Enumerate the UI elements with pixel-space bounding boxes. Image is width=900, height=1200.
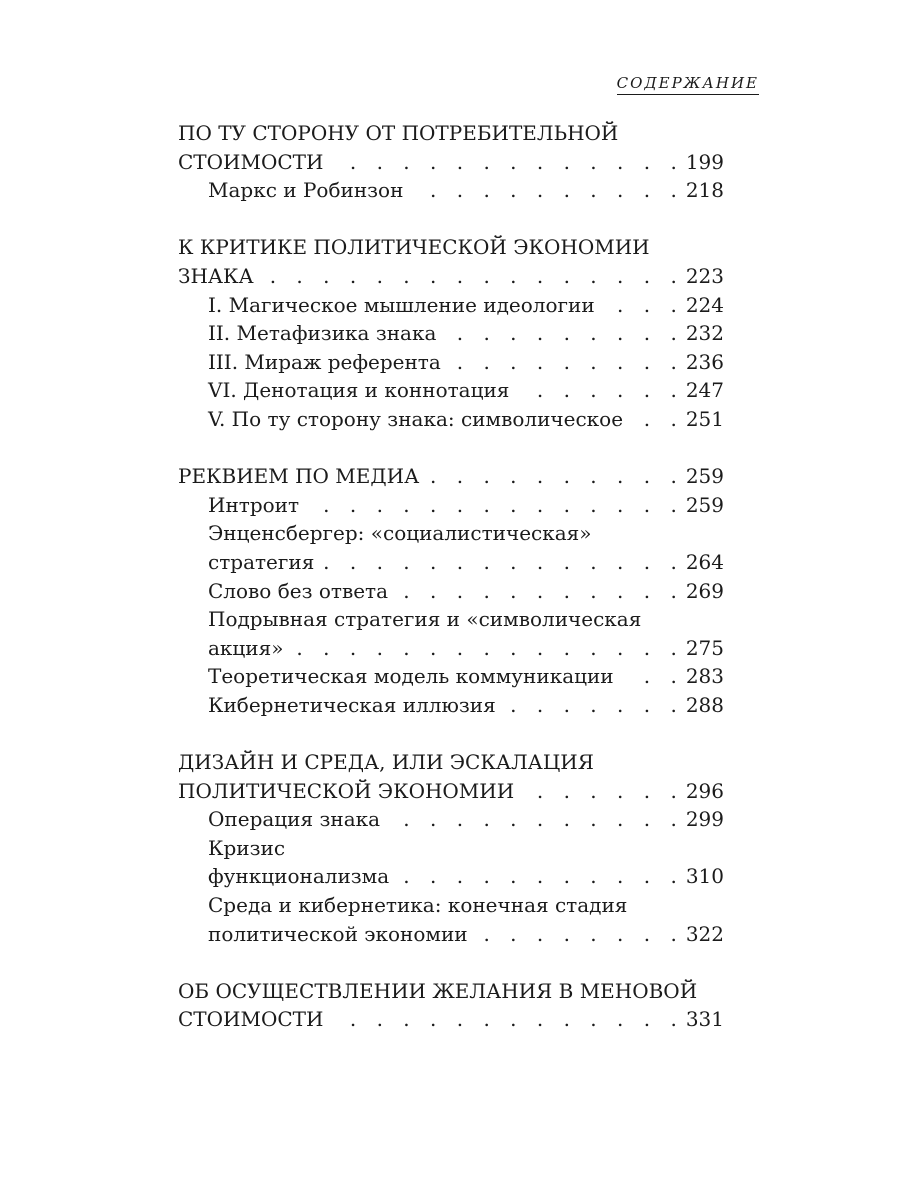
dot-leader <box>506 691 684 720</box>
toc-section <box>178 462 724 719</box>
running-header: СОДЕРЖАНИЕ <box>617 74 759 95</box>
toc-subentry-title-line <box>178 519 724 548</box>
toc-section <box>178 748 724 948</box>
page-number: 259 <box>685 464 724 489</box>
section-title-line <box>178 977 724 1006</box>
toc-subentry[interactable] <box>178 405 724 434</box>
toc-section <box>178 233 724 433</box>
page-number: 223 <box>685 263 724 288</box>
page-number: 283 <box>685 664 724 689</box>
page-number: 251 <box>685 406 724 431</box>
dot-leader <box>524 777 684 806</box>
dot-leader <box>446 319 683 348</box>
subentry-title: Маркс и Робинзон <box>208 178 404 203</box>
page-number: 236 <box>685 349 724 374</box>
toc-subentry[interactable] <box>178 662 724 691</box>
dot-leader <box>333 1005 683 1034</box>
dot-leader <box>624 662 684 691</box>
section-title: ОБ ОСУЩЕСТВЛЕНИИ ЖЕЛАНИЯ В МЕНОВОЙ <box>178 978 698 1003</box>
subentry-title: политической экономии <box>208 921 468 946</box>
dot-leader <box>399 862 684 891</box>
toc-section <box>178 119 724 205</box>
page-number: 322 <box>685 921 724 946</box>
subentry-title: Энценсбергер: «социалистическая» <box>208 521 592 546</box>
toc-subentry[interactable] <box>178 920 724 949</box>
page-number: 310 <box>685 864 724 889</box>
subentry-title: Кибернетическая иллюзия <box>208 692 496 717</box>
toc-subentry[interactable] <box>178 805 724 834</box>
toc-subentry[interactable] <box>178 862 724 891</box>
dot-leader <box>429 462 684 491</box>
toc-subentry[interactable] <box>178 291 724 320</box>
dot-leader <box>264 262 684 291</box>
dot-leader <box>309 491 684 520</box>
subentry-title: III. Мираж референта <box>208 349 441 374</box>
toc-entry[interactable] <box>178 777 724 806</box>
page-number: 264 <box>685 549 724 574</box>
subentry-title: Слово без ответа <box>208 578 389 603</box>
toc-subentry-title-line <box>178 834 724 863</box>
toc-subentry[interactable] <box>178 176 724 205</box>
dot-leader <box>633 405 684 434</box>
section-title: ДИЗАЙН И СРЕДА, ИЛИ ЭСКАЛАЦИЯ <box>178 750 594 775</box>
toc-subentry[interactable] <box>178 319 724 348</box>
dot-leader <box>324 548 683 577</box>
toc-subentry-title-line <box>178 891 724 920</box>
section-title: ПОЛИТИЧЕСКОЙ ЭКОНОМИИ <box>178 778 515 803</box>
subentry-title: I. Магическое мышление идеологии <box>208 292 595 317</box>
section-title: РЕКВИЕМ ПО МЕДИА <box>178 464 420 489</box>
toc-subentry[interactable] <box>178 548 724 577</box>
subentry-title: Подрывная стратегия и «символическая <box>208 607 642 632</box>
toc-subentry[interactable] <box>178 376 724 405</box>
subentry-title: функционализма <box>208 864 390 889</box>
section-title: ПО ТУ СТОРОНУ ОТ ПОТРЕБИТЕЛЬНОЙ <box>178 121 619 145</box>
page-number: 199 <box>685 149 724 174</box>
section-title: К КРИТИКЕ ПОЛИТИЧЕСКОЙ ЭКОНОМИИ <box>178 235 650 260</box>
toc-subentry[interactable] <box>178 691 724 720</box>
toc-entry[interactable] <box>178 1005 724 1034</box>
dot-leader <box>333 148 683 177</box>
dot-leader <box>293 634 683 663</box>
page-number: 247 <box>685 378 724 403</box>
page-number: 296 <box>685 778 724 803</box>
dot-leader <box>478 920 684 949</box>
toc-subentry[interactable] <box>178 491 724 520</box>
section-title: ЗНАКА <box>178 263 254 288</box>
toc-entry[interactable] <box>178 462 724 491</box>
page-number: 331 <box>685 1007 724 1032</box>
subentry-title: Операция знака <box>208 807 381 832</box>
section-title-line <box>178 119 724 148</box>
page-number: 259 <box>685 492 724 517</box>
toc-subentry[interactable] <box>178 577 724 606</box>
table-of-contents <box>178 119 724 1063</box>
toc-subentry[interactable] <box>178 348 724 377</box>
section-title: СТОИМОСТИ <box>178 1007 324 1032</box>
section-title-line <box>178 748 724 777</box>
dot-leader <box>413 176 683 205</box>
toc-subentry[interactable] <box>178 634 724 663</box>
page-number: 224 <box>685 292 724 317</box>
subentry-title: Среда и кибернетика: конечная стадия <box>208 893 628 918</box>
toc-entry[interactable] <box>178 262 724 291</box>
page-number: 288 <box>685 692 724 717</box>
subentry-title: V. По ту сторону знака: символическое <box>208 406 624 431</box>
subentry-title: стратегия <box>208 549 315 574</box>
toc-section <box>178 977 724 1034</box>
dot-leader <box>398 577 684 606</box>
subentry-title: VI. Денотация и коннотация <box>208 378 510 403</box>
toc-subentry-title-line <box>178 605 724 634</box>
subentry-title: акция» <box>208 635 284 660</box>
dot-leader <box>451 348 684 377</box>
toc-entry[interactable] <box>178 148 724 177</box>
section-title-line <box>178 233 724 262</box>
dot-leader <box>390 805 684 834</box>
subentry-title: II. Метафизика знака <box>208 321 437 346</box>
subentry-title: Интроит <box>208 492 300 517</box>
page-number: 218 <box>685 178 724 203</box>
page-number: 299 <box>685 807 724 832</box>
page-number: 275 <box>685 635 724 660</box>
dot-leader <box>519 376 683 405</box>
page-number: 269 <box>685 578 724 603</box>
subentry-title: Теоретическая модель коммуникации <box>208 664 614 689</box>
section-title: СТОИМОСТИ <box>178 149 324 174</box>
page-number: 232 <box>685 321 724 346</box>
dot-leader <box>605 291 684 320</box>
subentry-title: Кризис <box>208 835 286 860</box>
